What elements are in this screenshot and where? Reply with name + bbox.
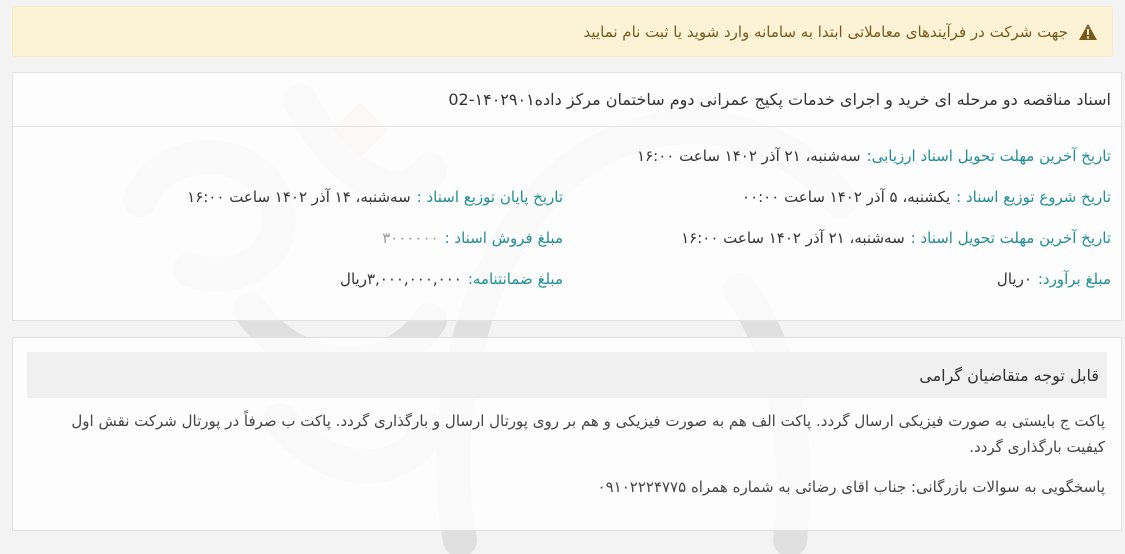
- field-label: تاریخ آخرین مهلت تحویل اسناد ارزیابی:: [866, 147, 1111, 165]
- field-label: مبلغ برآورد:: [1037, 270, 1111, 288]
- field-value: یکشنبه، ۵ آذر ۱۴۰۲ ساعت ۰۰:۰۰: [742, 188, 951, 206]
- tender-title: اسناد مناقصه دو مرحله ای خرید و اجرای خدمات پکیج عمرانی دوم ساختمان مرکز داده۱۴۰۲۹۰۱-02: [13, 73, 1121, 127]
- tender-card: [12, 72, 1122, 321]
- field-value: سه‌شنبه، ۲۱ آذر ۱۴۰۲ ساعت ۱۶:۰۰: [681, 229, 905, 247]
- field-dist-end: [187, 188, 563, 206]
- field-doc-deadline: [681, 229, 1111, 247]
- field-estimate: [997, 270, 1111, 288]
- notice-body: [13, 398, 1121, 500]
- field-dist-start: [742, 188, 1111, 206]
- warning-triangle-icon: [1078, 23, 1098, 41]
- field-sale-amount: [382, 229, 563, 247]
- field-label: تاریخ شروع توزیع اسناد :: [956, 188, 1111, 206]
- field-value: سه‌شنبه، ۲۱ آذر ۱۴۰۲ ساعت ۱۶:۰۰: [637, 147, 861, 165]
- field-value: سه‌شنبه، ۱۴ آذر ۱۴۰۲ ساعت ۱۶:۰۰: [187, 188, 411, 206]
- notice-paragraph: پاکت ج بایستی به صورت فیزیکی ارسال گردد. پاکت الف هم به صورت فیزیکی و هم بر روی پورتال ارسال و بارگذاری گردد. پاکت ب صرفاً در پورتال شرکت نقش اول کیفیت بارگذاری گردد.: [71, 412, 1105, 456]
- field-label: تاریخ پایان توزیع اسناد :: [416, 188, 563, 206]
- field-guarantee: [340, 270, 563, 288]
- notice-paragraph: پاسخگویی به سوالات بازرگانی: جناب اقای رضائی به شماره همراه ۰۹۱۰۲۲۲۴۷۷۵: [597, 478, 1105, 496]
- tender-fields: [13, 127, 1121, 321]
- field-value: ۰ریال: [996, 270, 1032, 288]
- notice-card: [12, 337, 1122, 531]
- login-alert: [12, 6, 1113, 57]
- notice-heading: قابل توجه متقاضیان گرامی: [27, 352, 1107, 398]
- field-eval-deadline: [637, 147, 1111, 165]
- field-value: ۳۰۰۰۰۰۰: [382, 229, 439, 247]
- alert-text: جهت شرکت در فرآیندهای معاملاتی ابتدا به سامانه وارد شوید یا ثبت نام نمایید: [583, 22, 1068, 41]
- field-label: مبلغ ضمانتنامه:: [467, 270, 563, 288]
- field-value: ۳,۰۰۰,۰۰۰,۰۰۰ریال: [340, 270, 462, 288]
- field-label: تاریخ آخرین مهلت تحویل اسناد :: [910, 229, 1111, 247]
- field-label: مبلغ فروش اسناد :: [444, 229, 563, 247]
